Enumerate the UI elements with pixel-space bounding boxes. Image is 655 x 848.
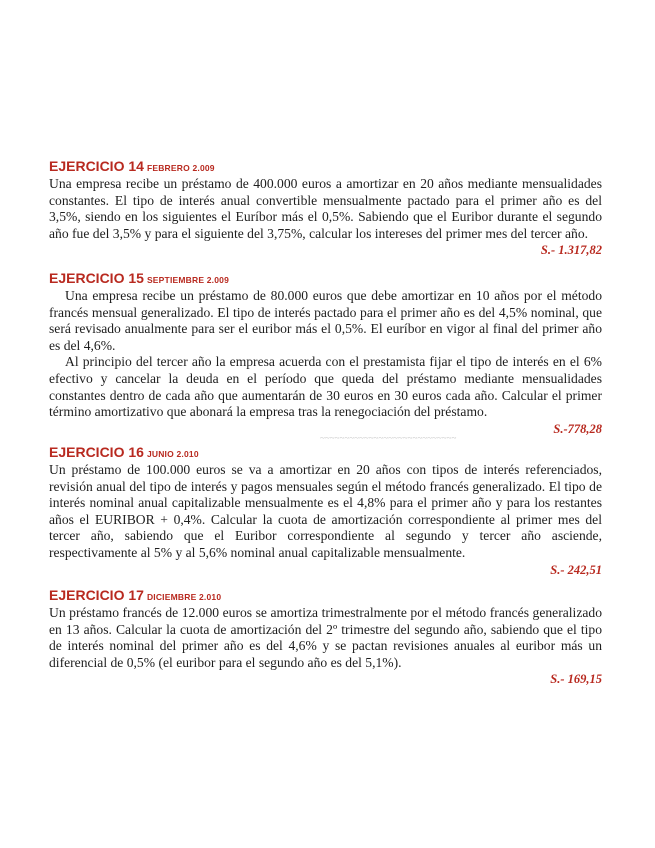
exercise-answer: S.-778,28 (553, 421, 602, 436)
exercise-heading (49, 444, 602, 462)
exercise-statement: Al principio del tercer año la empresa acuerda con el prestamista fijar el tipo de interés en el 6% efectivo y cancelar la deuda en el período que queda del préstamo mediante mensualidades constantes dentro de cada año que aumentarán de 30 euros en 30 euros cada año. Calcular el primer término amortizativo que abonará la empresa tras la renegociación del préstamo. (49, 354, 602, 420)
exercise-statement: Un préstamo de 100.000 euros se va a amortizar en 20 años con tipos de interés referenciados, revisión anual del tipo de interés y pagos mensuales según el método francés generalizado. El tipo de interés nominal anual capitalizable mensualmente es el 4,8% para el primer año y para los restantes años el EURIBOR + 0,4%. Calcular la cuota de amortización correspondiente al primer mes del tercer año, sabiendo que el Euribor correspondiente al segundo y tercer año asciende, respectivamente al 5% y al 5,6% nominal anual capitalizable mensualmente. (49, 462, 602, 560)
exercise-title: EJERCICIO 16 (49, 444, 144, 460)
exercise-date: JUNIO 2.010 (146, 449, 199, 459)
exercise-date: DICIEMBRE 2.010 (146, 592, 222, 602)
exercise-statement: Una empresa recibe un préstamo de 400.000 euros a amortizar en 20 años mediante mensualidades constantes. El tipo de interés anual convertible mensualmente pactado para el primer año es del 3,5%, siendo en los siguientes el Euríbor más el 0,5%. Sabiendo que el Euribor durante el segundo año fue del 3,5% y para el siguiente del 3,75%, calcular los intereses del primer mes del tercer año. (49, 176, 602, 241)
exercise-heading (49, 158, 602, 176)
exercise-statement: Un préstamo francés de 12.000 euros se amortiza trimestralmente por el método francés generalizado en 13 años. Calcular la cuota de amortización del 2º trimestre del segundo año, sabiendo que el tipo de interés nominal del primer año es del 4,6% y se pactan revisiones anuales al euribor más un diferencial de 0,5% (el euribor para el segundo año es del 5,1%). (49, 605, 602, 670)
exercise-15 (49, 270, 602, 437)
bleed-through-artifact: ~~~~~~~~~~~~~~~~~~~~~~~~~~~~ (320, 433, 457, 443)
exercise-heading (49, 270, 602, 288)
exercise-statement: Una empresa recibe un préstamo de 80.000 euros que debe amortizar en 10 años por el método francés mensual generalizado. El tipo de interés pactado para el primer año es del 4,5% nominal, que será revisado anualmente para ser el euribor más el 0,5%. El euríbor en vigor al final del primer año es del 4,6%. (49, 288, 602, 353)
exercise-16 (49, 444, 602, 578)
exercise-date: SEPTIEMBRE 2.009 (146, 275, 230, 285)
exercise-heading (49, 587, 602, 605)
exercise-title: EJERCICIO 14 (49, 158, 144, 174)
exercise-date: FEBRERO 2.009 (146, 163, 215, 173)
exercise-17 (49, 587, 602, 687)
exercise-answer: S.- 169,15 (550, 672, 602, 687)
exercise-title: EJERCICIO 17 (49, 587, 144, 603)
exercise-14 (49, 158, 602, 258)
exercise-answer: S.- 1.317,82 (540, 243, 602, 258)
exercise-answer: S.- 242,51 (550, 562, 602, 577)
exercise-title: EJERCICIO 15 (49, 270, 144, 286)
